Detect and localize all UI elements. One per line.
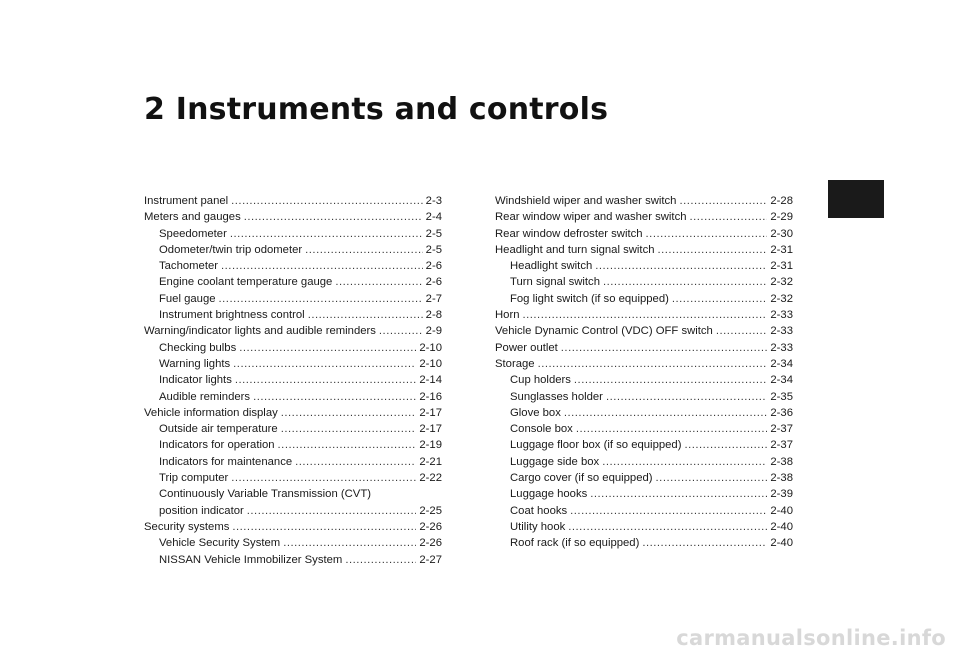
toc-entry[interactable]: [144, 372, 442, 388]
chapter-tab-marker: [828, 180, 884, 218]
toc-entry-label: Cargo cover (if so equipped): [510, 472, 653, 485]
toc-entry[interactable]: [495, 437, 793, 453]
toc-entry-page: 2-39: [770, 488, 793, 501]
toc-entry-page: 2-5: [425, 243, 442, 256]
toc-entry-label: Speedometer: [159, 227, 227, 240]
toc-entry[interactable]: [495, 389, 793, 405]
toc-entry-label: Instrument brightness control: [159, 309, 305, 322]
toc-entry-label: Indicators for operation: [159, 439, 275, 452]
toc-entry[interactable]: [495, 291, 793, 307]
toc-entry-label: Coat hooks: [510, 504, 568, 517]
toc-entry[interactable]: [495, 470, 793, 486]
toc-entry-page: 2-27: [419, 553, 442, 566]
toc-column-right: [495, 193, 793, 552]
toc-entry-label: Audible reminders: [159, 390, 251, 403]
toc-entry-page: 2-19: [419, 439, 442, 452]
toc-entry-page: 2-3: [425, 195, 442, 207]
toc-entry-page: 2-35: [770, 390, 793, 403]
toc-leader-dots: [308, 307, 423, 323]
toc-leader-dots: [606, 389, 767, 405]
toc-leader-dots: [295, 454, 416, 470]
toc-entry-page: 2-38: [770, 455, 793, 468]
toc-leader-dots: [603, 274, 767, 290]
toc-entry[interactable]: [495, 226, 793, 242]
toc-entry-page: 2-26: [419, 520, 442, 533]
toc-leader-dots: [239, 340, 416, 356]
toc-entry-page: 2-6: [425, 276, 442, 289]
toc-entry-page: 2-7: [425, 292, 442, 305]
toc-entry-page: 2-29: [770, 211, 793, 224]
toc-entry[interactable]: [144, 291, 442, 307]
toc-entry-page: 2-14: [419, 374, 442, 387]
toc-entry-page: 2-8: [425, 309, 442, 322]
toc-left-tail-list: [144, 519, 442, 568]
toc-entry-label: Odometer/twin trip odometer: [159, 243, 303, 256]
toc-leader-dots: [379, 323, 423, 339]
toc-entry[interactable]: [495, 242, 793, 258]
toc-entry-label: Glove box: [510, 406, 561, 419]
toc-leader-dots: [690, 209, 768, 225]
toc-entry-label: Indicator lights: [159, 374, 232, 387]
toc-entry[interactable]: [144, 470, 442, 486]
toc-entry-page: 2-25: [419, 504, 442, 517]
toc-leader-dots: [281, 421, 417, 437]
toc-leader-dots: [281, 405, 417, 421]
toc-entry[interactable]: [495, 421, 793, 437]
toc-entry-label: Utility hook: [510, 520, 566, 533]
toc-leader-dots: [335, 274, 422, 290]
toc-entry-page: 2-37: [770, 423, 793, 436]
toc-entry-label: Vehicle Security System: [159, 537, 281, 550]
toc-entry[interactable]: [495, 454, 793, 470]
toc-leader-dots: [538, 356, 768, 372]
toc-entry[interactable]: [144, 340, 442, 356]
toc-entry[interactable]: [144, 307, 442, 323]
toc-entry[interactable]: [144, 454, 442, 470]
toc-entry-label: Indicators for maintenance: [159, 455, 293, 468]
toc-entry[interactable]: [144, 405, 442, 421]
toc-entry-label: Sunglasses holder: [510, 390, 603, 403]
toc-leader-dots: [219, 291, 423, 307]
toc-entry[interactable]: [495, 209, 793, 225]
toc-leader-dots: [221, 258, 423, 274]
toc-entry-label: Storage: [495, 357, 535, 370]
toc-entry-label: Trip computer: [159, 472, 229, 485]
toc-leader-dots: [230, 226, 423, 242]
toc-entry-label: Engine coolant temperature gauge: [159, 276, 333, 289]
toc-entry-label: Headlight and turn signal switch: [495, 243, 655, 256]
toc-entry-page: 2-30: [770, 227, 793, 240]
toc-leader-dots: [561, 340, 768, 356]
toc-entry-label: Checking bulbs: [159, 341, 237, 354]
toc-entry[interactable]: [144, 274, 442, 290]
toc-leader-dots: [590, 486, 767, 502]
toc-entry-page: 2-38: [770, 472, 793, 485]
toc-leader-dots: [574, 372, 767, 388]
toc-entry-page: 2-9: [425, 325, 442, 338]
toc-entry-page: 2-31: [770, 260, 793, 273]
toc-entry-label: Luggage side box: [510, 455, 600, 468]
toc-entry-label: Windshield wiper and washer switch: [495, 195, 677, 207]
toc-entry-label: Meters and gauges: [144, 211, 241, 224]
toc-leader-dots: [523, 307, 768, 323]
toc-entry-page: 2-40: [770, 537, 793, 550]
toc-entry-label: Warning lights: [159, 357, 231, 370]
toc-right-list: [495, 193, 793, 552]
toc-entry-page: 2-40: [770, 504, 793, 517]
toc-leader-dots: [231, 193, 423, 209]
toc-entry-label: Power outlet: [495, 341, 558, 354]
toc-leader-dots: [244, 209, 423, 225]
toc-entry[interactable]: [495, 193, 793, 209]
toc-entry[interactable]: [144, 209, 442, 225]
toc-entry-label: Headlight switch: [510, 260, 593, 273]
toc-entry-label: Security systems: [144, 520, 230, 533]
toc-leader-dots: [283, 535, 416, 551]
toc-entry[interactable]: [495, 372, 793, 388]
toc-entry-page: 2-32: [770, 292, 793, 305]
toc-entry-label-line2: position indicator: [159, 504, 244, 517]
toc-entry[interactable]: [144, 323, 442, 339]
toc-entry[interactable]: [495, 535, 793, 551]
toc-entry-page: 2-17: [419, 406, 442, 419]
toc-entry[interactable]: [495, 405, 793, 421]
toc-entry-page: 2-36: [770, 406, 793, 419]
toc-entry[interactable]: [495, 340, 793, 356]
toc-entry-page: 2-6: [425, 260, 442, 273]
toc-entry-page: 2-34: [770, 357, 793, 370]
toc-entry-label: Rear window wiper and washer switch: [495, 211, 687, 224]
toc-entry-label: Roof rack (if so equipped): [510, 537, 640, 550]
toc-entry[interactable]: [144, 389, 442, 405]
toc-leader-dots: [679, 193, 767, 209]
toc-leader-dots: [658, 242, 768, 258]
toc-entry-label: Tachometer: [159, 260, 219, 273]
toc-leader-dots: [576, 421, 768, 437]
toc-leader-dots: [247, 503, 417, 519]
toc-entry[interactable]: [144, 226, 442, 242]
toc-leader-dots: [570, 503, 767, 519]
toc-entry[interactable]: [495, 503, 793, 519]
toc-entry-page: 2-16: [419, 390, 442, 403]
toc-leader-dots: [672, 291, 768, 307]
toc-leader-dots: [231, 470, 416, 486]
toc-entry-wrapped[interactable]: [144, 486, 442, 519]
toc-entry-page: 2-5: [425, 227, 442, 240]
toc-entry-label: Vehicle Dynamic Control (VDC) OFF switch: [495, 325, 713, 338]
toc-entry-page: 2-34: [770, 374, 793, 387]
toc-entry-page: 2-22: [419, 472, 442, 485]
toc-entry[interactable]: [144, 519, 442, 535]
toc-entry-label-line1: Continuously Variable Transmission (CVT): [159, 488, 371, 501]
toc-entry-page: 2-31: [770, 243, 793, 256]
toc-entry[interactable]: [144, 535, 442, 551]
toc-entry-page: 2-33: [770, 325, 793, 338]
chapter-title: 2 Instruments and controls: [144, 92, 609, 127]
toc-entry-label: Luggage floor box (if so equipped): [510, 439, 682, 452]
toc-entry-page: 2-10: [419, 341, 442, 354]
toc-leader-dots: [595, 258, 767, 274]
toc-entry-label: Instrument panel: [144, 195, 229, 207]
toc-entry-page: 2-33: [770, 309, 793, 322]
toc-entry-page: 2-37: [770, 439, 793, 452]
toc-entry[interactable]: [495, 258, 793, 274]
toc-entry-page: 2-33: [770, 341, 793, 354]
toc-leader-dots: [305, 242, 423, 258]
toc-entry[interactable]: [495, 519, 793, 535]
toc-leader-dots: [602, 454, 767, 470]
toc-entry[interactable]: [144, 356, 442, 372]
toc-entry[interactable]: [495, 274, 793, 290]
toc-leader-dots: [716, 323, 768, 339]
toc-entry-page: 2-28: [770, 195, 793, 207]
toc-column-left: [144, 193, 442, 568]
toc-leader-dots: [642, 535, 767, 551]
toc-entry[interactable]: [144, 552, 442, 568]
toc-entry-page: 2-17: [419, 423, 442, 436]
toc-entry-page: 2-32: [770, 276, 793, 289]
toc-entry-label: Luggage hooks: [510, 488, 588, 501]
toc-entry-label: Rear window defroster switch: [495, 227, 643, 240]
toc-entry-label: NISSAN Vehicle Immobilizer System: [159, 553, 343, 566]
toc-entry-page: 2-10: [419, 357, 442, 370]
toc-leader-dots: [684, 437, 767, 453]
toc-leader-dots: [345, 552, 416, 568]
toc-leader-dots: [253, 389, 416, 405]
toc-entry-label: Horn: [495, 309, 520, 322]
toc-leader-dots: [568, 519, 767, 535]
toc-leader-dots: [233, 356, 416, 372]
toc-entry[interactable]: [495, 307, 793, 323]
toc-entry-label: Vehicle information display: [144, 406, 278, 419]
toc-entry[interactable]: [144, 421, 442, 437]
toc-entry[interactable]: [144, 193, 442, 209]
toc-leader-dots: [656, 470, 768, 486]
toc-entry[interactable]: [144, 258, 442, 274]
toc-left-list: [144, 193, 442, 486]
toc-leader-dots: [564, 405, 768, 421]
toc-entry-label: Fog light switch (if so equipped): [510, 292, 669, 305]
toc-entry-label: Cup holders: [510, 374, 571, 387]
toc-leader-dots: [235, 372, 417, 388]
toc-entry-page: 2-40: [770, 520, 793, 533]
toc-leader-dots: [232, 519, 416, 535]
toc-entry-page: 2-4: [425, 211, 442, 224]
toc-entry-label: Turn signal switch: [510, 276, 600, 289]
toc-entry-page: 2-26: [419, 537, 442, 550]
toc-entry-label: Warning/indicator lights and audible reminders: [144, 325, 376, 338]
toc-entry[interactable]: [495, 323, 793, 339]
toc-entry[interactable]: [495, 356, 793, 372]
toc-entry-label: Console box: [510, 423, 573, 436]
toc-entry-page: 2-21: [419, 455, 442, 468]
watermark-text: carmanualsonline.info: [676, 626, 946, 650]
toc-entry-label: Fuel gauge: [159, 292, 216, 305]
toc-entry[interactable]: [495, 486, 793, 502]
toc-entry[interactable]: [144, 242, 442, 258]
toc-leader-dots: [278, 437, 417, 453]
toc-entry[interactable]: [144, 437, 442, 453]
toc-entry-label: Outside air temperature: [159, 423, 278, 436]
toc-leader-dots: [646, 226, 768, 242]
